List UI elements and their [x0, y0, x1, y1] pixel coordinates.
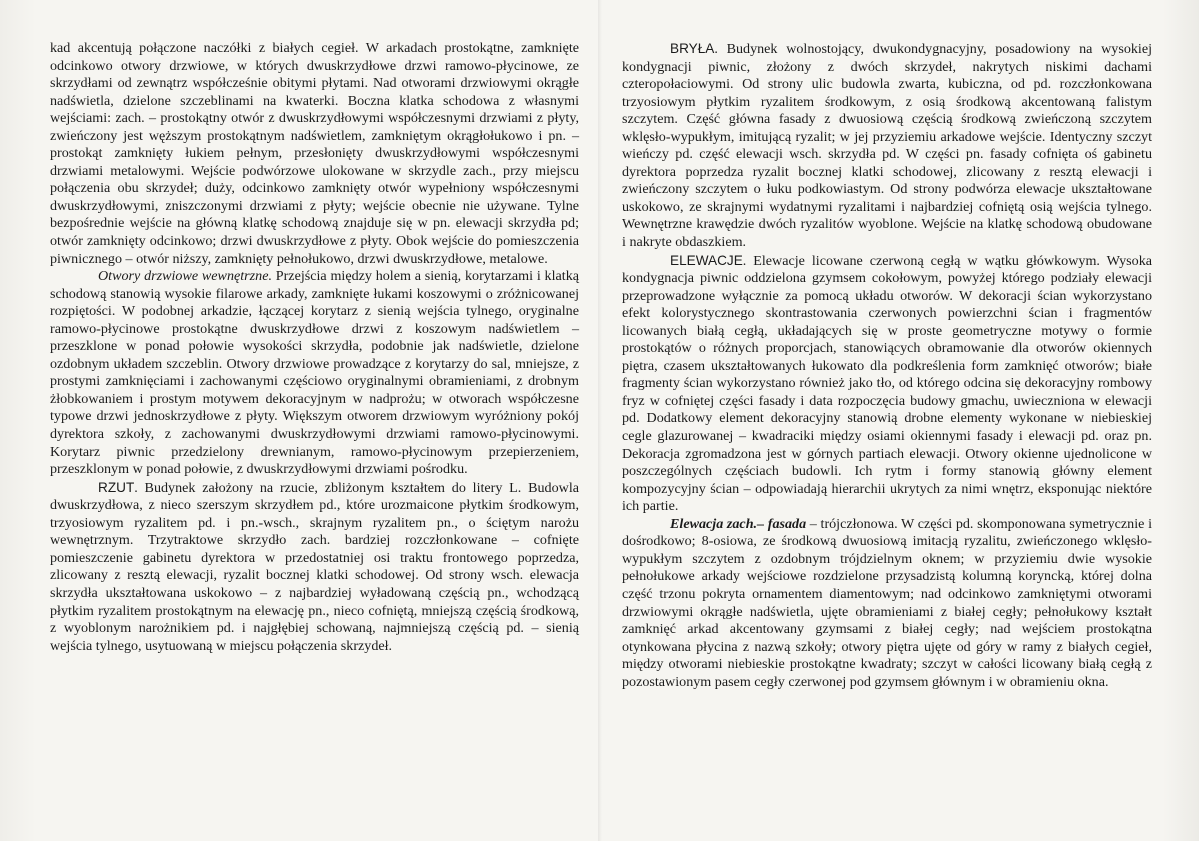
paragraph-text: Przejścia między holem a sienią, korytarzami i klatką schodową stanowią wysokie filarowe arkady, zamknięte łukami koszowymi o zróżnicowanej rozpiętości. W podobnej arkadzie, łączącej korytarz z sienią wejścia tylnego, oryginalne ramowo-płycinowe prostokątne dwuskrzydłowe drzwi z koszowym nadświetlem – przeszklone w ponad połowie wysokości skrzydła, podobnie jak nadświetle, dzielone ozdobnym układem szczeblin. Otwory drzwiowe prowadzące z korytarzy do sal, mniejsze, z prostymi zamknięciami i zachowanymi częściowo oryginalnymi obramieniami, z drobnym żłobkowaniem i prostym motywem dekoracyjnym w nadprożu; w otworach współczesne typowe drzwi jednoskrzydłowe z płyty. Większym otworem drzwiowym wyróżniony pokój dyrektora szkoły, z zachowanymi dwuskrzydłowymi drzwiami ramowo-płycinowymi. Korytarz piwnic przedzielony drewnianym, ramowo-płycinowym przepierzeniem, przeszklonym w ponad połowie, z dwuskrzydłowymi drzwiami pośrodku. — [50, 268, 579, 478]
left-column — [50, 40, 579, 655]
paragraph-plan — [50, 479, 579, 655]
right-column — [622, 40, 1152, 691]
paragraph-text: . Budynek założony na rzucie, zbliżonym kształtem do litery L. Budowla dwuskrzydłowa, z nieco szerszym skrzydłem pd., które urozmaicone płytkim środkowym, trzyosiowym ryzalitem pd. i pn.-wsch., skrajnym ryzalitem pn., o ściętym narożu wewnętrznym. Trzytraktowe skrzydło zach. bardziej rozczłonkowane – cofnięte pomieszczenie gabinetu dyrektora w przedostatniej osi traktu frontowego poprzedza, zlicowany z resztą elewacji, ryzalit bocznej klatki schodowej. Od strony wsch. elewacja skrzydła ukształtowana uskokowo – z najbardziej wyładowaną częścią pn., wchodzącą płytkim ryzalitem prostokątnym na elewację pn., nieco cofniętą, mniejszą częścią środkową, z wyoblonym narożnikiem pd. i najgłębiej schowaną, najmniejszą częścią pd. – sienią wejścia tylnego, usytuowaną w miejscu połączenia skrzydeł. — [50, 479, 579, 654]
paragraph-doors-exterior — [50, 40, 579, 268]
paragraph-text: . Elewacje licowane czerwoną cegłą w wątku główkowym. Wysoka kondygnacja piwnic oddzielona gzymsem cokołowym, powyżej którego podziały elewacji przeprowadzone wyłącznie za pomocą układu otworów. W dekoracji ścian wykorzystano efekt kolorystycznego skontrastowania czerwonych powierzchni ścian i fragmentów licowanych białą cegłą, układających się w proste geometryczne motywy o formie prostokątów o różnych proporcjach, stanowiących obramowanie dla otworów okiennych piętra, czasem ukształtowanych łukowato dla podkreślenia form zamknięć otworów; białe fragmenty ścian wykorzystano również jako tło, od którego odcina się dekoracyjny rombowy fryz w cofniętej części fasady i data rozpoczęcia budowy gmachu, uwieczniona w elewacji pd. Dodatkowy element dekoracyjny stanowią drobne elementy wykonane w niebieskiej cegle glazurowanej – kwadraciki między osiami okiennymi fasady i elewacji pd. oraz pn. Dekoracja zgromadzona jest w górnych partiach elewacji. Otwory okienne ujednolicone w poszczególnych częściach budowli. Ich rytm i formy stanowią główny element kompozycyjny ścian – odpowiadają hierarchii ukrytych za nimi wnętrz, eksponując niektóre ich partie. — [622, 252, 1152, 515]
paragraph-doors-interior — [50, 268, 579, 479]
section-heading-doors-interior: Otwory drzwiowe wewnętrzne. — [98, 268, 272, 285]
paragraph-massing — [622, 40, 1152, 252]
paragraph-text: kad akcentują połączone naczółki z białych cegieł. W arkadach prostokątne, zamknięte odcinkowo otwory drzwiowe, w których dwuskrzydłowe drzwi ramowo-płycinowe, ze skrzydłami od zewnątrz współcześnie obitymi płytami. Nad otworami drzwiowymi okrągłe nadświetla, dzielone szczeblinami na kwaterki. Boczna klatka schodowa z własnymi wejściami: zach. – prostokątny otwór z dwuskrzydłowymi współczesnymi drzwiami z płyty, zwieńczony jest węższym prostokątnym nadświetlem, zamkniętym okrągłołukowo i pn. – prostokąt zamknięty łukiem pełnym, przesłonięty dwuskrzydłowymi współczesnymi drzwiami metalowymi. Wejście podwórzowe ulokowane w skrzydle zach., przy miejscu połączenia obu skrzydeł; duży, odcinkowo zamknięty otwór wypełniony współczesnymi dwuskrzydłowymi, zniszczonymi drzwiami z płyty; wejście obecnie nie używane. Tylne bezpośrednie wejście na główną klatkę schodową znajduje się w pn. elewacji skrzydła pd; otwór zamknięty odcinkowo; drzwi dwuskrzydłowe z płyty. Obok wejście do pomieszczenia piwnicznego – otwór niższy, zamknięty pełnołukowo, drzwi dwuskrzydłowe, metalowe. — [50, 40, 579, 267]
section-heading-massing: BRYŁA — [670, 41, 715, 56]
section-heading-plan: RZUT — [98, 479, 135, 495]
paragraph-text: – trójczłonowa. W części pd. skomponowana symetrycznie i dośrodkowo; 8-osiowa, ze środkową dwuosiową imitacją ryzalitu, zwieńczonego wklęsło-wypukłym szczytem z ozdobnym trójdzielnym oknem; w przyziemiu dwie wysokie pełnołukowe arkady wejściowe rozdzielone przysadzistą kolumną koryncką, której dolna część trzonu pokryta ornamentem diamentowym; nad odcinkowo zamkniętymi otworami drzwiowymi okrągłe nadświetla, ujęte obramieniami z białej cegły; pełnołukowy kształt zamknięć arkad akcentowany gzymsami z białej cegły; nad wejściem prostokątna otynkowana płycina z nazwą szkoły; otwory piętra ujęte od góry w ramy z białych cegieł, między otworami niebieskie prostokątne kwadraty; szczyt w całości licowany białą cegłą z pozostawionym pasem cegły czerwonej pod gzymsem głównym i w obramieniu okna. — [622, 515, 1152, 690]
paragraph-text: . Budynek wolnostojący, dwukondygnacyjny, posadowiony na wysokiej kondygnacji piwnic, złożony z dwóch skrzydeł, nakrytych niskimi dachami czteropołaciowymi. Od strony ulic budowla zwarta, kubiczna, od pd. rozczłonkowana trzyosiowym płytkim ryzalitem środkowym, z osią środkową akcentowaną falistym szczytem. Część główna fasady z dwuosiową częścią środkową zwieńczoną szczytem wklęsło-wypukłym, imitującą ryzalit; w jej przyziemiu arkadowe wejście. Identyczny szczyt wieńczy pd. część elewacji wsch. skrzydła pd. W części pn. fasady cofnięta oś gabinetu dyrektora poprzedza ryzalit bocznej klatki schodowej, zlicowany z resztą elewacji i zwieńczony szczytem o łuku podkowiastym. Od strony podwórza elewacje ukształtowane uskokowo, ze skrajnymi wydatnymi ryzalitami i najbardziej cofniętą osią wejścia tylnego. Wewnętrzne krawędzie dwóch ryzalitów wyoblone. Wejście na klatkę schodową obudowane i nakryte obdaszkiem. — [622, 41, 1152, 251]
page-gutter — [598, 0, 602, 841]
paragraph-elevations — [622, 252, 1152, 516]
section-heading-elevations: ELEWACJE — [670, 252, 743, 268]
paragraph-west-facade — [622, 516, 1152, 691]
section-heading-west-facade: Elewacja zach.– fasada — [670, 515, 807, 532]
